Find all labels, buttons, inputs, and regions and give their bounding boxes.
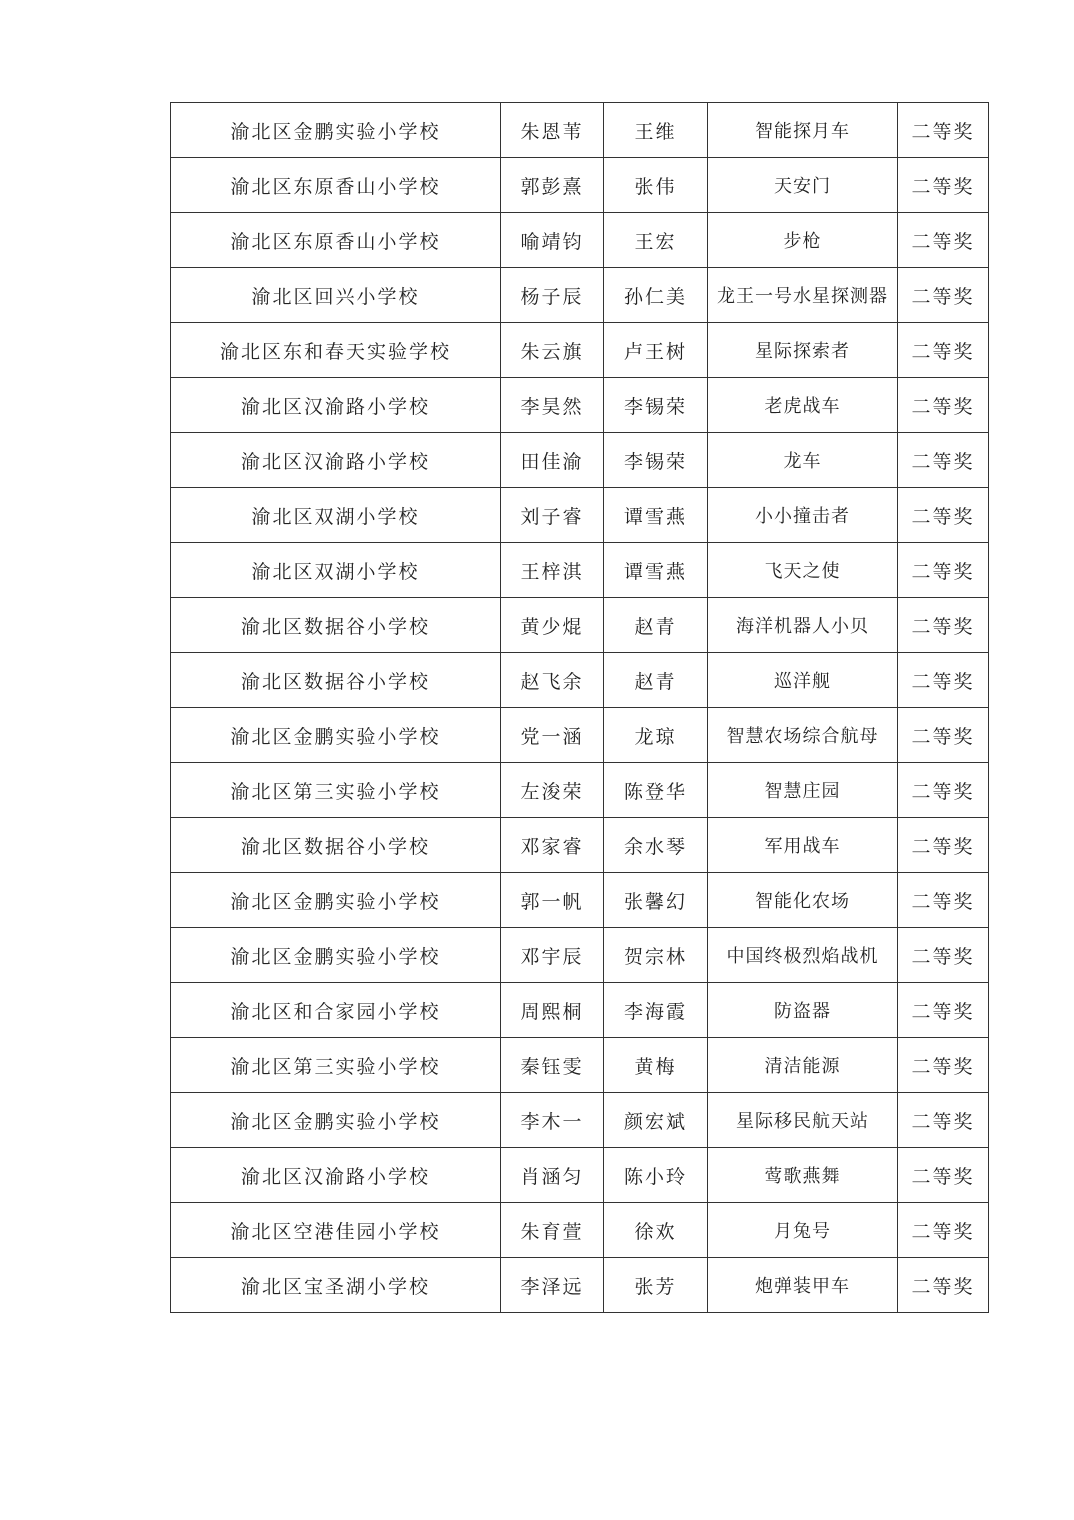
teacher-name-cell: 赵青 (604, 598, 708, 653)
teacher-name-cell: 谭雪燕 (604, 543, 708, 598)
teacher-name-cell: 张馨幻 (604, 873, 708, 928)
table-row (171, 158, 989, 213)
work-title-cell: 中国终极烈焰战机 (708, 928, 898, 983)
student-name-cell: 喻靖钧 (501, 213, 604, 268)
teacher-name-cell: 余水琴 (604, 818, 708, 873)
student-name-cell: 肖涵匀 (501, 1148, 604, 1203)
award-cell: 二等奖 (898, 378, 989, 433)
table-row (171, 1093, 989, 1148)
student-name-cell: 朱云旗 (501, 323, 604, 378)
student-name-cell: 朱恩苇 (501, 103, 604, 158)
award-cell: 二等奖 (898, 653, 989, 708)
table-row (171, 983, 989, 1038)
award-table-body (171, 103, 989, 1313)
teacher-name-cell: 李锡荣 (604, 378, 708, 433)
work-title-cell: 智能化农场 (708, 873, 898, 928)
award-cell: 二等奖 (898, 543, 989, 598)
award-cell: 二等奖 (898, 873, 989, 928)
teacher-name-cell: 陈小玲 (604, 1148, 708, 1203)
award-cell: 二等奖 (898, 1038, 989, 1093)
school-cell: 渝北区汉渝路小学校 (171, 433, 501, 488)
student-name-cell: 黄少焜 (501, 598, 604, 653)
work-title-cell: 莺歌燕舞 (708, 1148, 898, 1203)
award-cell: 二等奖 (898, 1148, 989, 1203)
table-row (171, 378, 989, 433)
school-cell: 渝北区第三实验小学校 (171, 763, 501, 818)
teacher-name-cell: 黄梅 (604, 1038, 708, 1093)
school-cell: 渝北区金鹏实验小学校 (171, 928, 501, 983)
student-name-cell: 李木一 (501, 1093, 604, 1148)
award-cell: 二等奖 (898, 488, 989, 543)
award-cell: 二等奖 (898, 708, 989, 763)
award-table (170, 102, 989, 1313)
school-cell: 渝北区汉渝路小学校 (171, 378, 501, 433)
work-title-cell: 天安门 (708, 158, 898, 213)
school-cell: 渝北区第三实验小学校 (171, 1038, 501, 1093)
work-title-cell: 海洋机器人小贝 (708, 598, 898, 653)
work-title-cell: 龙车 (708, 433, 898, 488)
school-cell: 渝北区金鹏实验小学校 (171, 708, 501, 763)
school-cell: 渝北区空港佳园小学校 (171, 1203, 501, 1258)
teacher-name-cell: 谭雪燕 (604, 488, 708, 543)
award-cell: 二等奖 (898, 983, 989, 1038)
student-name-cell: 李昊然 (501, 378, 604, 433)
work-title-cell: 智能探月车 (708, 103, 898, 158)
student-name-cell: 王梓淇 (501, 543, 604, 598)
award-cell: 二等奖 (898, 433, 989, 488)
teacher-name-cell: 孙仁美 (604, 268, 708, 323)
work-title-cell: 步枪 (708, 213, 898, 268)
table-row (171, 1258, 989, 1313)
teacher-name-cell: 王宏 (604, 213, 708, 268)
table-row (171, 763, 989, 818)
school-cell: 渝北区和合家园小学校 (171, 983, 501, 1038)
school-cell: 渝北区东和春天实验学校 (171, 323, 501, 378)
student-name-cell: 邓家睿 (501, 818, 604, 873)
work-title-cell: 龙王一号水星探测器 (708, 268, 898, 323)
table-row (171, 213, 989, 268)
school-cell: 渝北区东原香山小学校 (171, 158, 501, 213)
award-cell: 二等奖 (898, 158, 989, 213)
school-cell: 渝北区双湖小学校 (171, 543, 501, 598)
school-cell: 渝北区汉渝路小学校 (171, 1148, 501, 1203)
table-row (171, 103, 989, 158)
student-name-cell: 李泽远 (501, 1258, 604, 1313)
award-cell: 二等奖 (898, 928, 989, 983)
table-row (171, 653, 989, 708)
table-row (171, 928, 989, 983)
award-cell: 二等奖 (898, 1258, 989, 1313)
table-row (171, 873, 989, 928)
award-cell: 二等奖 (898, 213, 989, 268)
award-cell: 二等奖 (898, 598, 989, 653)
teacher-name-cell: 陈登华 (604, 763, 708, 818)
teacher-name-cell: 李海霞 (604, 983, 708, 1038)
work-title-cell: 清洁能源 (708, 1038, 898, 1093)
school-cell: 渝北区数据谷小学校 (171, 818, 501, 873)
student-name-cell: 左浚荣 (501, 763, 604, 818)
school-cell: 渝北区金鹏实验小学校 (171, 873, 501, 928)
teacher-name-cell: 张伟 (604, 158, 708, 213)
work-title-cell: 星际移民航天站 (708, 1093, 898, 1148)
award-cell: 二等奖 (898, 103, 989, 158)
teacher-name-cell: 李锡荣 (604, 433, 708, 488)
teacher-name-cell: 卢王树 (604, 323, 708, 378)
work-title-cell: 老虎战车 (708, 378, 898, 433)
student-name-cell: 邓宇辰 (501, 928, 604, 983)
student-name-cell: 朱育萱 (501, 1203, 604, 1258)
table-row (171, 818, 989, 873)
school-cell: 渝北区金鹏实验小学校 (171, 103, 501, 158)
teacher-name-cell: 徐欢 (604, 1203, 708, 1258)
school-cell: 渝北区东原香山小学校 (171, 213, 501, 268)
school-cell: 渝北区数据谷小学校 (171, 598, 501, 653)
school-cell: 渝北区宝圣湖小学校 (171, 1258, 501, 1313)
teacher-name-cell: 龙琼 (604, 708, 708, 763)
work-title-cell: 飞天之使 (708, 543, 898, 598)
table-row (171, 488, 989, 543)
student-name-cell: 党一涵 (501, 708, 604, 763)
school-cell: 渝北区双湖小学校 (171, 488, 501, 543)
table-row (171, 543, 989, 598)
table-row (171, 1038, 989, 1093)
student-name-cell: 田佳渝 (501, 433, 604, 488)
award-cell: 二等奖 (898, 1203, 989, 1258)
student-name-cell: 赵飞余 (501, 653, 604, 708)
award-cell: 二等奖 (898, 323, 989, 378)
work-title-cell: 巡洋舰 (708, 653, 898, 708)
teacher-name-cell: 颜宏斌 (604, 1093, 708, 1148)
school-cell: 渝北区金鹏实验小学校 (171, 1093, 501, 1148)
award-cell: 二等奖 (898, 1093, 989, 1148)
award-cell: 二等奖 (898, 763, 989, 818)
table-row (171, 708, 989, 763)
award-cell: 二等奖 (898, 268, 989, 323)
table-row (171, 598, 989, 653)
award-cell: 二等奖 (898, 818, 989, 873)
work-title-cell: 智慧农场综合航母 (708, 708, 898, 763)
teacher-name-cell: 王维 (604, 103, 708, 158)
teacher-name-cell: 张芳 (604, 1258, 708, 1313)
work-title-cell: 军用战车 (708, 818, 898, 873)
work-title-cell: 星际探索者 (708, 323, 898, 378)
student-name-cell: 刘子睿 (501, 488, 604, 543)
work-title-cell: 防盗器 (708, 983, 898, 1038)
student-name-cell: 郭一帆 (501, 873, 604, 928)
school-cell: 渝北区数据谷小学校 (171, 653, 501, 708)
work-title-cell: 小小撞击者 (708, 488, 898, 543)
student-name-cell: 杨子辰 (501, 268, 604, 323)
table-row (171, 268, 989, 323)
table-row (171, 1148, 989, 1203)
table-row (171, 1203, 989, 1258)
student-name-cell: 郭彭熹 (501, 158, 604, 213)
table-row (171, 323, 989, 378)
work-title-cell: 炮弹装甲车 (708, 1258, 898, 1313)
school-cell: 渝北区回兴小学校 (171, 268, 501, 323)
work-title-cell: 智慧庄园 (708, 763, 898, 818)
table-row (171, 433, 989, 488)
work-title-cell: 月兔号 (708, 1203, 898, 1258)
student-name-cell: 周熙桐 (501, 983, 604, 1038)
teacher-name-cell: 贺宗林 (604, 928, 708, 983)
teacher-name-cell: 赵青 (604, 653, 708, 708)
student-name-cell: 秦钰雯 (501, 1038, 604, 1093)
